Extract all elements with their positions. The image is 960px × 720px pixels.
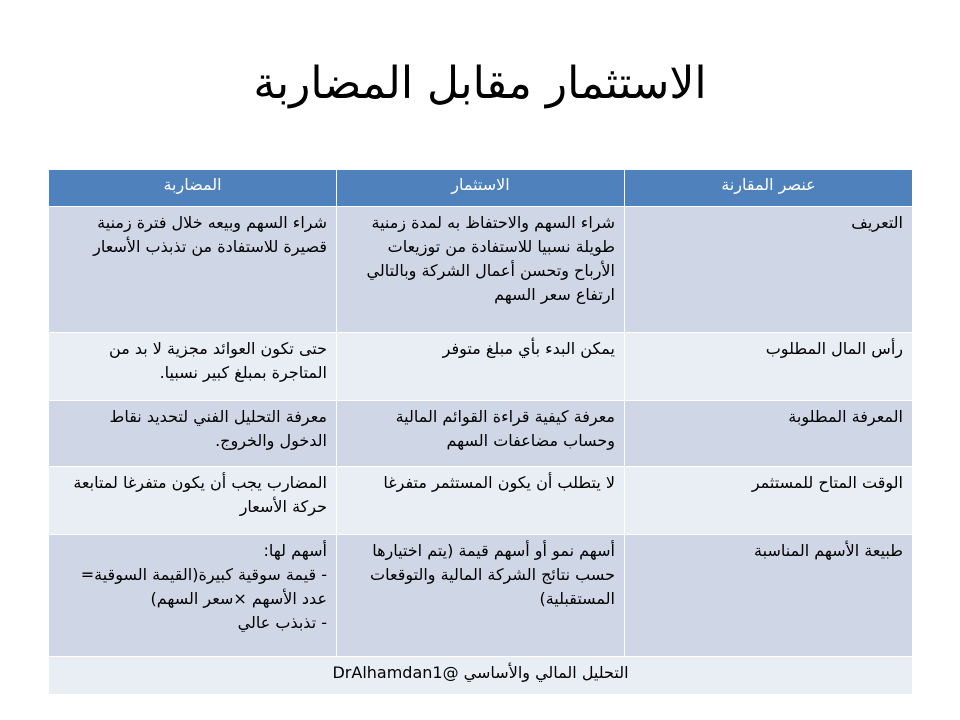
row-investment: شراء السهم والاحتفاظ به لمدة زمنية طويلة نسبيا للاستفادة من توزيعات الأرباح وتحسن أعمال الشركة وبالتالي ارتفاع سعر السهم — [337, 207, 625, 333]
row-criterion: رأس المال المطلوب — [625, 333, 913, 401]
row-investment: معرفة كيفية قراءة القوائم المالية وحساب مضاعفات السهم — [337, 401, 625, 467]
table-footer: التحليل المالي والأساسي @DrAlhamdan1 — [49, 657, 913, 695]
row-speculation: معرفة التحليل الفني لتحديد نقاط الدخول والخروج. — [49, 401, 337, 467]
slide-title: الاستثمار مقابل المضاربة — [253, 58, 707, 109]
table-header-row — [49, 170, 913, 207]
row-criterion: المعرفة المطلوبة — [625, 401, 913, 467]
header-speculation: المضاربة — [49, 170, 337, 207]
row-speculation: أسهم لها: - قيمة سوقية كبيرة(القيمة السوقية= عدد الأسهم ×سعر السهم) - تذبذب عالي — [49, 535, 337, 657]
row-criterion: طبيعة الأسهم المناسبة — [625, 535, 913, 657]
table-row — [49, 333, 913, 401]
table-footer-row — [49, 657, 913, 695]
row-speculation: شراء السهم وبيعه خلال فترة زمنية قصيرة للاستفادة من تذبذب الأسعار — [49, 207, 337, 333]
table-row — [49, 401, 913, 467]
comparison-table — [48, 169, 913, 695]
row-criterion: التعريف — [625, 207, 913, 333]
row-investment: يمكن البدء بأي مبلغ متوفر — [337, 333, 625, 401]
header-criterion: عنصر المقارنة — [625, 170, 913, 207]
table-row — [49, 467, 913, 535]
row-speculation: حتى تكون العوائد مجزية لا بد من المتاجرة بمبلغ كبير نسبيا. — [49, 333, 337, 401]
row-investment: أسهم نمو أو أسهم قيمة (يتم اختيارها حسب نتائج الشركة المالية والتوقعات المستقبلية) — [337, 535, 625, 657]
row-speculation: المضارب يجب أن يكون متفرغا لمتابعة حركة الأسعار — [49, 467, 337, 535]
row-investment: لا يتطلب أن يكون المستثمر متفرغا — [337, 467, 625, 535]
row-criterion: الوقت المتاح للمستثمر — [625, 467, 913, 535]
header-investment: الاستثمار — [337, 170, 625, 207]
table-row — [49, 535, 913, 657]
table-row — [49, 207, 913, 333]
